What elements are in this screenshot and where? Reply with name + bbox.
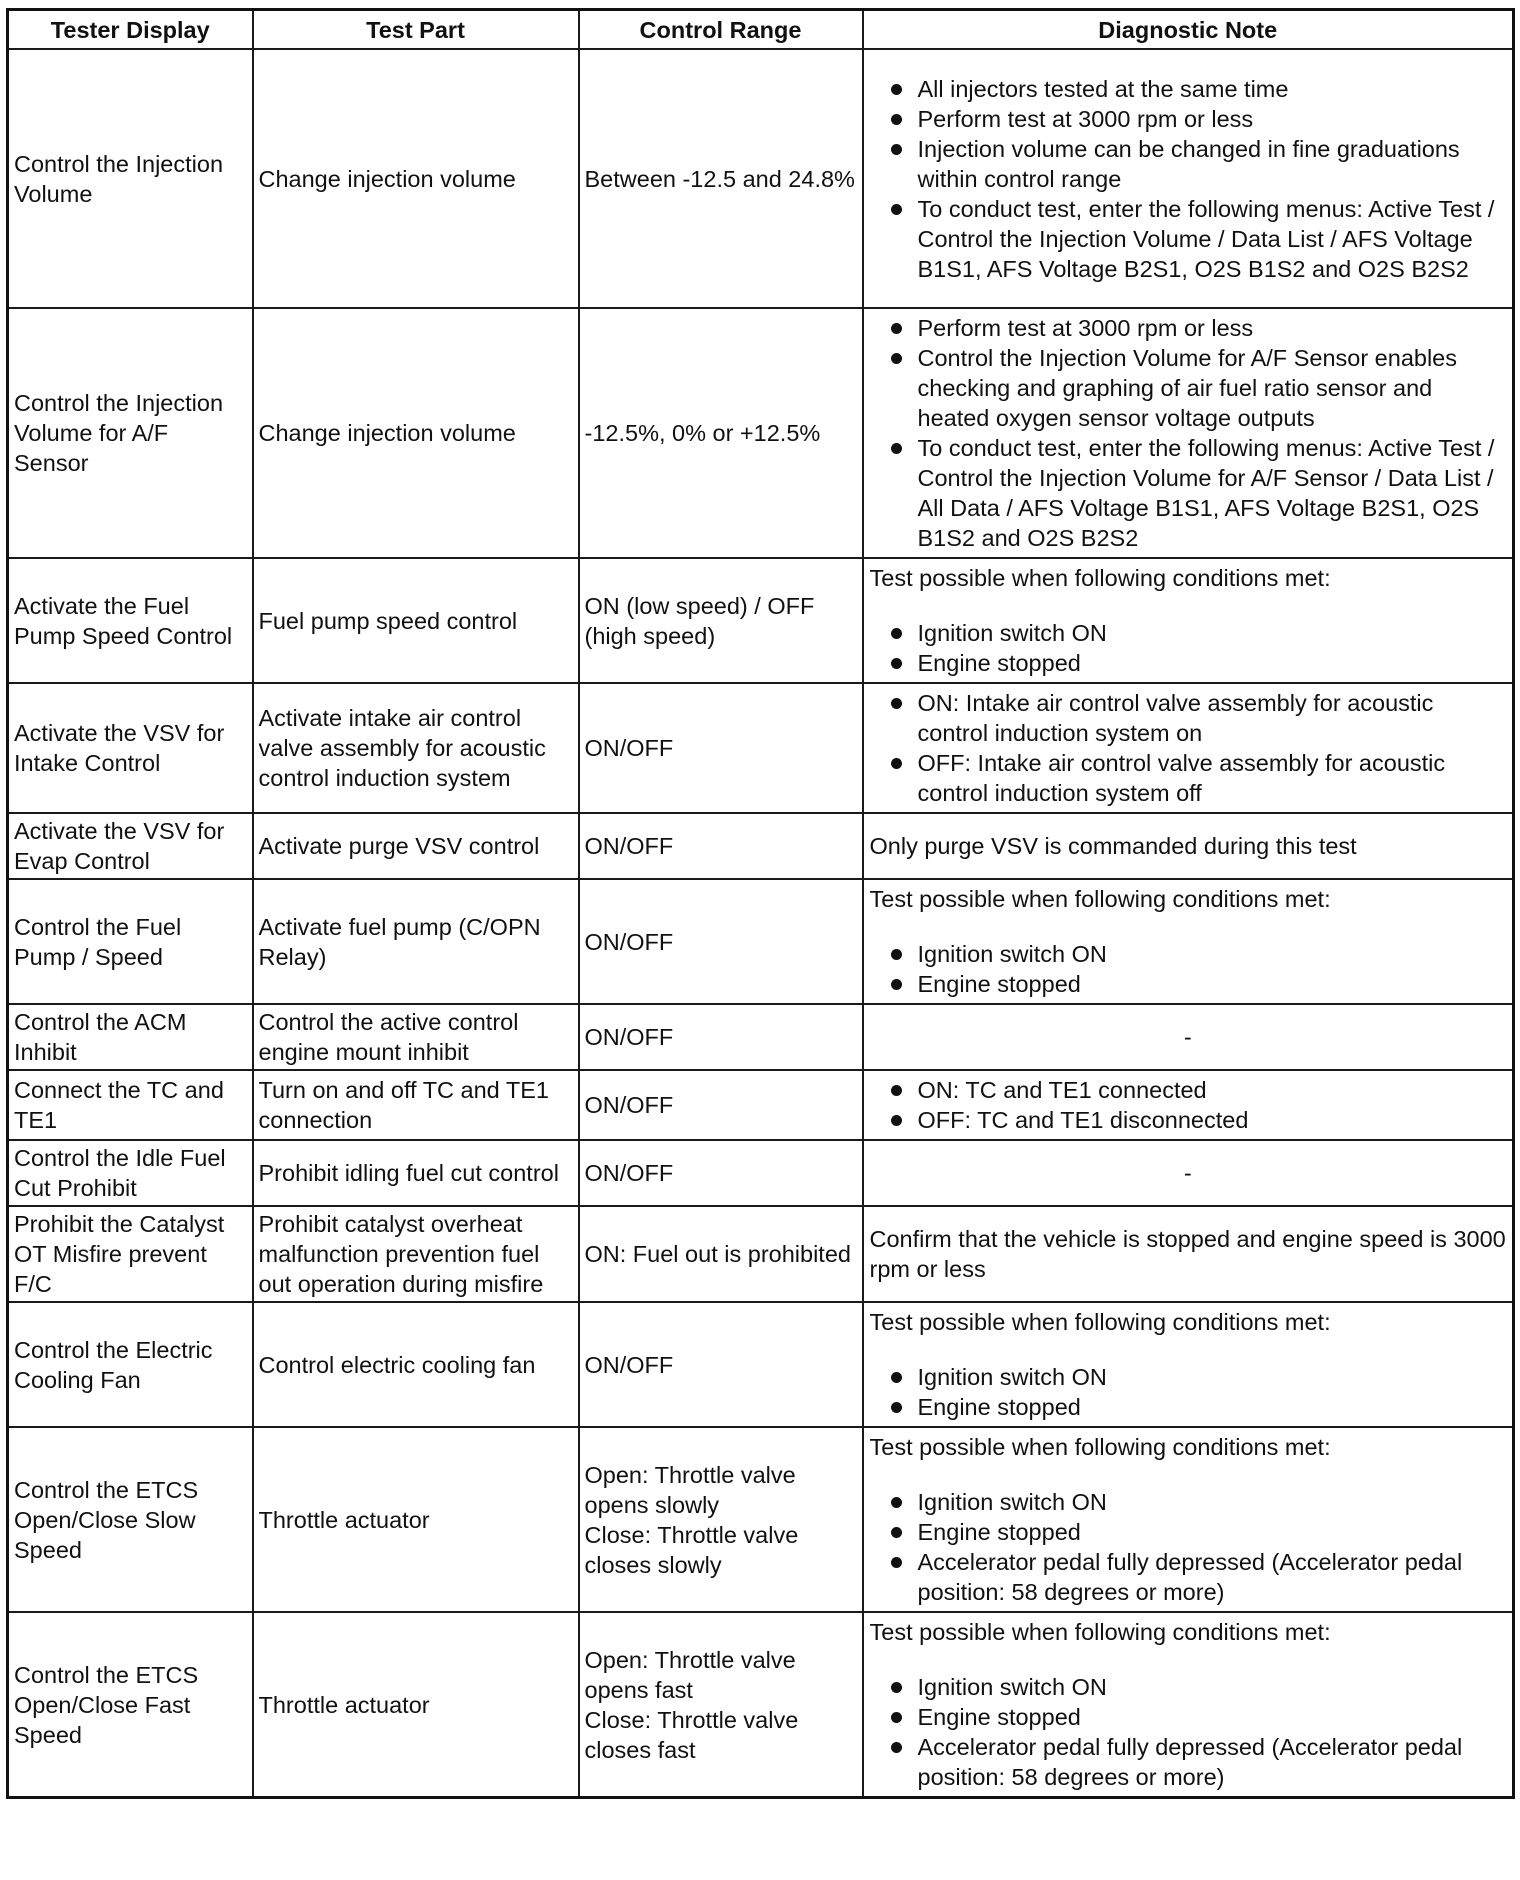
tester-display-cell: Control the Injection Volume for A/F Sensor — [8, 308, 253, 558]
test-part-cell: Turn on and off TC and TE1 connection — [253, 1070, 579, 1140]
note-text: Test possible when following conditions met: — [869, 1309, 1331, 1335]
active-test-table — [6, 8, 1515, 1799]
tester-display-cell: Control the Idle Fuel Cut Prohibit — [8, 1140, 253, 1206]
note-bullet-item: Engine stopped — [870, 1392, 1507, 1422]
note-bullet-item: Accelerator pedal fully depressed (Accelerator pedal position: 58 degrees or more) — [870, 1547, 1507, 1607]
diagnostic-note-cell — [863, 558, 1514, 683]
note-text: - — [1183, 1160, 1192, 1186]
note-bullet-list — [870, 688, 1507, 808]
note-bullet-item: Ignition switch ON — [870, 618, 1507, 648]
test-part-cell: Throttle actuator — [253, 1612, 579, 1798]
tester-display-cell: Activate the VSV for Evap Control — [8, 813, 253, 879]
test-part-cell: Control the active control engine mount inhibit — [253, 1004, 579, 1070]
test-part-cell: Fuel pump speed control — [253, 558, 579, 683]
tester-display-cell: Connect the TC and TE1 — [8, 1070, 253, 1140]
diagnostic-note-cell — [863, 1302, 1514, 1427]
control-range-cell: ON: Fuel out is prohibited — [579, 1206, 863, 1302]
diagnostic-note-cell — [863, 1612, 1514, 1798]
note-bullet-list — [870, 1075, 1507, 1135]
note-bullet-list — [870, 1362, 1507, 1422]
tester-display-cell: Control the Electric Cooling Fan — [8, 1302, 253, 1427]
note-bullet-item: Ignition switch ON — [870, 1487, 1507, 1517]
test-part-cell: Throttle actuator — [253, 1427, 579, 1612]
header-control-range: Control Range — [579, 10, 863, 50]
table-body — [8, 49, 1514, 1798]
test-part-cell: Activate fuel pump (C/OPN Relay) — [253, 879, 579, 1004]
control-range-cell: ON/OFF — [579, 1004, 863, 1070]
table-row — [8, 1070, 1514, 1140]
table-row — [8, 813, 1514, 879]
test-part-cell: Control electric cooling fan — [253, 1302, 579, 1427]
diagnostic-note-cell — [863, 1206, 1514, 1302]
table-row — [8, 1427, 1514, 1612]
note-bullet-list — [870, 313, 1507, 553]
tester-display-cell: Control the Injection Volume — [8, 49, 253, 308]
note-bullet-item: Perform test at 3000 rpm or less — [870, 104, 1507, 134]
note-text: Test possible when following conditions met: — [869, 1434, 1331, 1460]
test-part-cell: Prohibit catalyst overheat malfunction prevention fuel out operation during misfire — [253, 1206, 579, 1302]
control-range-cell: Open: Throttle valve opens slowly Close: Throttle valve closes slowly — [579, 1427, 863, 1612]
tester-display-cell: Control the ACM Inhibit — [8, 1004, 253, 1070]
test-part-cell: Activate intake air control valve assembly for acoustic control induction system — [253, 683, 579, 813]
header-test-part: Test Part — [253, 10, 579, 50]
control-range-cell: Open: Throttle valve opens fast Close: Throttle valve closes fast — [579, 1612, 863, 1798]
note-bullet-list — [870, 618, 1507, 678]
control-range-cell: Between -12.5 and 24.8% — [579, 49, 863, 308]
note-text: Test possible when following conditions met: — [869, 565, 1331, 591]
note-bullet-list — [870, 939, 1507, 999]
note-bullet-item: All injectors tested at the same time — [870, 74, 1507, 104]
table-row — [8, 1612, 1514, 1798]
control-range-cell: ON/OFF — [579, 1302, 863, 1427]
note-bullet-item: OFF: Intake air control valve assembly for acoustic control induction system off — [870, 748, 1507, 808]
note-bullet-list — [870, 1672, 1507, 1792]
note-text: Confirm that the vehicle is stopped and engine speed is 3000 rpm or less — [869, 1226, 1506, 1282]
diagnostic-note-cell — [863, 879, 1514, 1004]
diagnostic-note-cell — [863, 308, 1514, 558]
note-bullet-item: ON: TC and TE1 connected — [870, 1075, 1507, 1105]
note-bullet-item: Injection volume can be changed in fine graduations within control range — [870, 134, 1507, 194]
note-text: Test possible when following conditions met: — [869, 886, 1331, 912]
test-part-cell: Change injection volume — [253, 49, 579, 308]
table-row — [8, 683, 1514, 813]
table-row — [8, 1140, 1514, 1206]
control-range-cell: ON/OFF — [579, 879, 863, 1004]
table-row — [8, 558, 1514, 683]
note-bullet-list — [870, 1487, 1507, 1607]
control-range-cell: ON/OFF — [579, 683, 863, 813]
note-bullet-list — [870, 74, 1507, 284]
control-range-cell: ON (low speed) / OFF (high speed) — [579, 558, 863, 683]
active-test-table-wrapper — [6, 8, 1512, 1799]
header-row — [8, 10, 1514, 50]
tester-display-cell: Control the ETCS Open/Close Slow Speed — [8, 1427, 253, 1612]
test-part-cell: Prohibit idling fuel cut control — [253, 1140, 579, 1206]
control-range-cell: ON/OFF — [579, 813, 863, 879]
test-part-cell: Activate purge VSV control — [253, 813, 579, 879]
diagnostic-note-cell — [863, 1004, 1514, 1070]
note-bullet-item: Engine stopped — [870, 1702, 1507, 1732]
note-bullet-item: To conduct test, enter the following menus: Active Test / Control the Injection Volume / Data List / AFS Voltage B1S1, AFS Voltage B2S1, O2S B1S2 and O2S B2S2 — [870, 194, 1507, 284]
test-part-cell: Change injection volume — [253, 308, 579, 558]
table-row — [8, 1206, 1514, 1302]
note-bullet-item: Engine stopped — [870, 1517, 1507, 1547]
tester-display-cell: Activate the VSV for Intake Control — [8, 683, 253, 813]
note-bullet-item: Control the Injection Volume for A/F Sensor enables checking and graphing of air fuel ratio sensor and heated oxygen sensor voltage outputs — [870, 343, 1507, 433]
note-text: Only purge VSV is commanded during this test — [869, 833, 1357, 859]
note-bullet-item: OFF: TC and TE1 disconnected — [870, 1105, 1507, 1135]
note-text: Test possible when following conditions met: — [869, 1619, 1331, 1645]
note-bullet-item: Accelerator pedal fully depressed (Accelerator pedal position: 58 degrees or more) — [870, 1732, 1507, 1792]
diagnostic-note-cell — [863, 49, 1514, 308]
table-row — [8, 1004, 1514, 1070]
header-tester-display: Tester Display — [8, 10, 253, 50]
control-range-cell: ON/OFF — [579, 1140, 863, 1206]
table-row — [8, 49, 1514, 308]
note-bullet-item: Ignition switch ON — [870, 939, 1507, 969]
tester-display-cell: Prohibit the Catalyst OT Misfire prevent F/C — [8, 1206, 253, 1302]
diagnostic-note-cell — [863, 683, 1514, 813]
table-row — [8, 308, 1514, 558]
diagnostic-note-cell — [863, 1140, 1514, 1206]
diagnostic-note-cell — [863, 813, 1514, 879]
control-range-cell: -12.5%, 0% or +12.5% — [579, 308, 863, 558]
note-bullet-item: Engine stopped — [870, 969, 1507, 999]
header-diagnostic-note: Diagnostic Note — [863, 10, 1514, 50]
table-row — [8, 879, 1514, 1004]
tester-display-cell: Control the ETCS Open/Close Fast Speed — [8, 1612, 253, 1798]
diagnostic-note-cell — [863, 1427, 1514, 1612]
tester-display-cell: Activate the Fuel Pump Speed Control — [8, 558, 253, 683]
note-bullet-item: Ignition switch ON — [870, 1362, 1507, 1392]
note-bullet-item: To conduct test, enter the following menus: Active Test / Control the Injection Volume for A/F Sensor / Data List / All Data / AFS Voltage B1S1, AFS Voltage B2S1, O2S B1S2 and O2S B2S2 — [870, 433, 1507, 553]
diagnostic-note-cell — [863, 1070, 1514, 1140]
note-bullet-item: ON: Intake air control valve assembly for acoustic control induction system on — [870, 688, 1507, 748]
note-bullet-item: Perform test at 3000 rpm or less — [870, 313, 1507, 343]
note-bullet-item: Engine stopped — [870, 648, 1507, 678]
control-range-cell: ON/OFF — [579, 1070, 863, 1140]
table-row — [8, 1302, 1514, 1427]
note-bullet-item: Ignition switch ON — [870, 1672, 1507, 1702]
note-text: - — [1183, 1024, 1192, 1050]
tester-display-cell: Control the Fuel Pump / Speed — [8, 879, 253, 1004]
